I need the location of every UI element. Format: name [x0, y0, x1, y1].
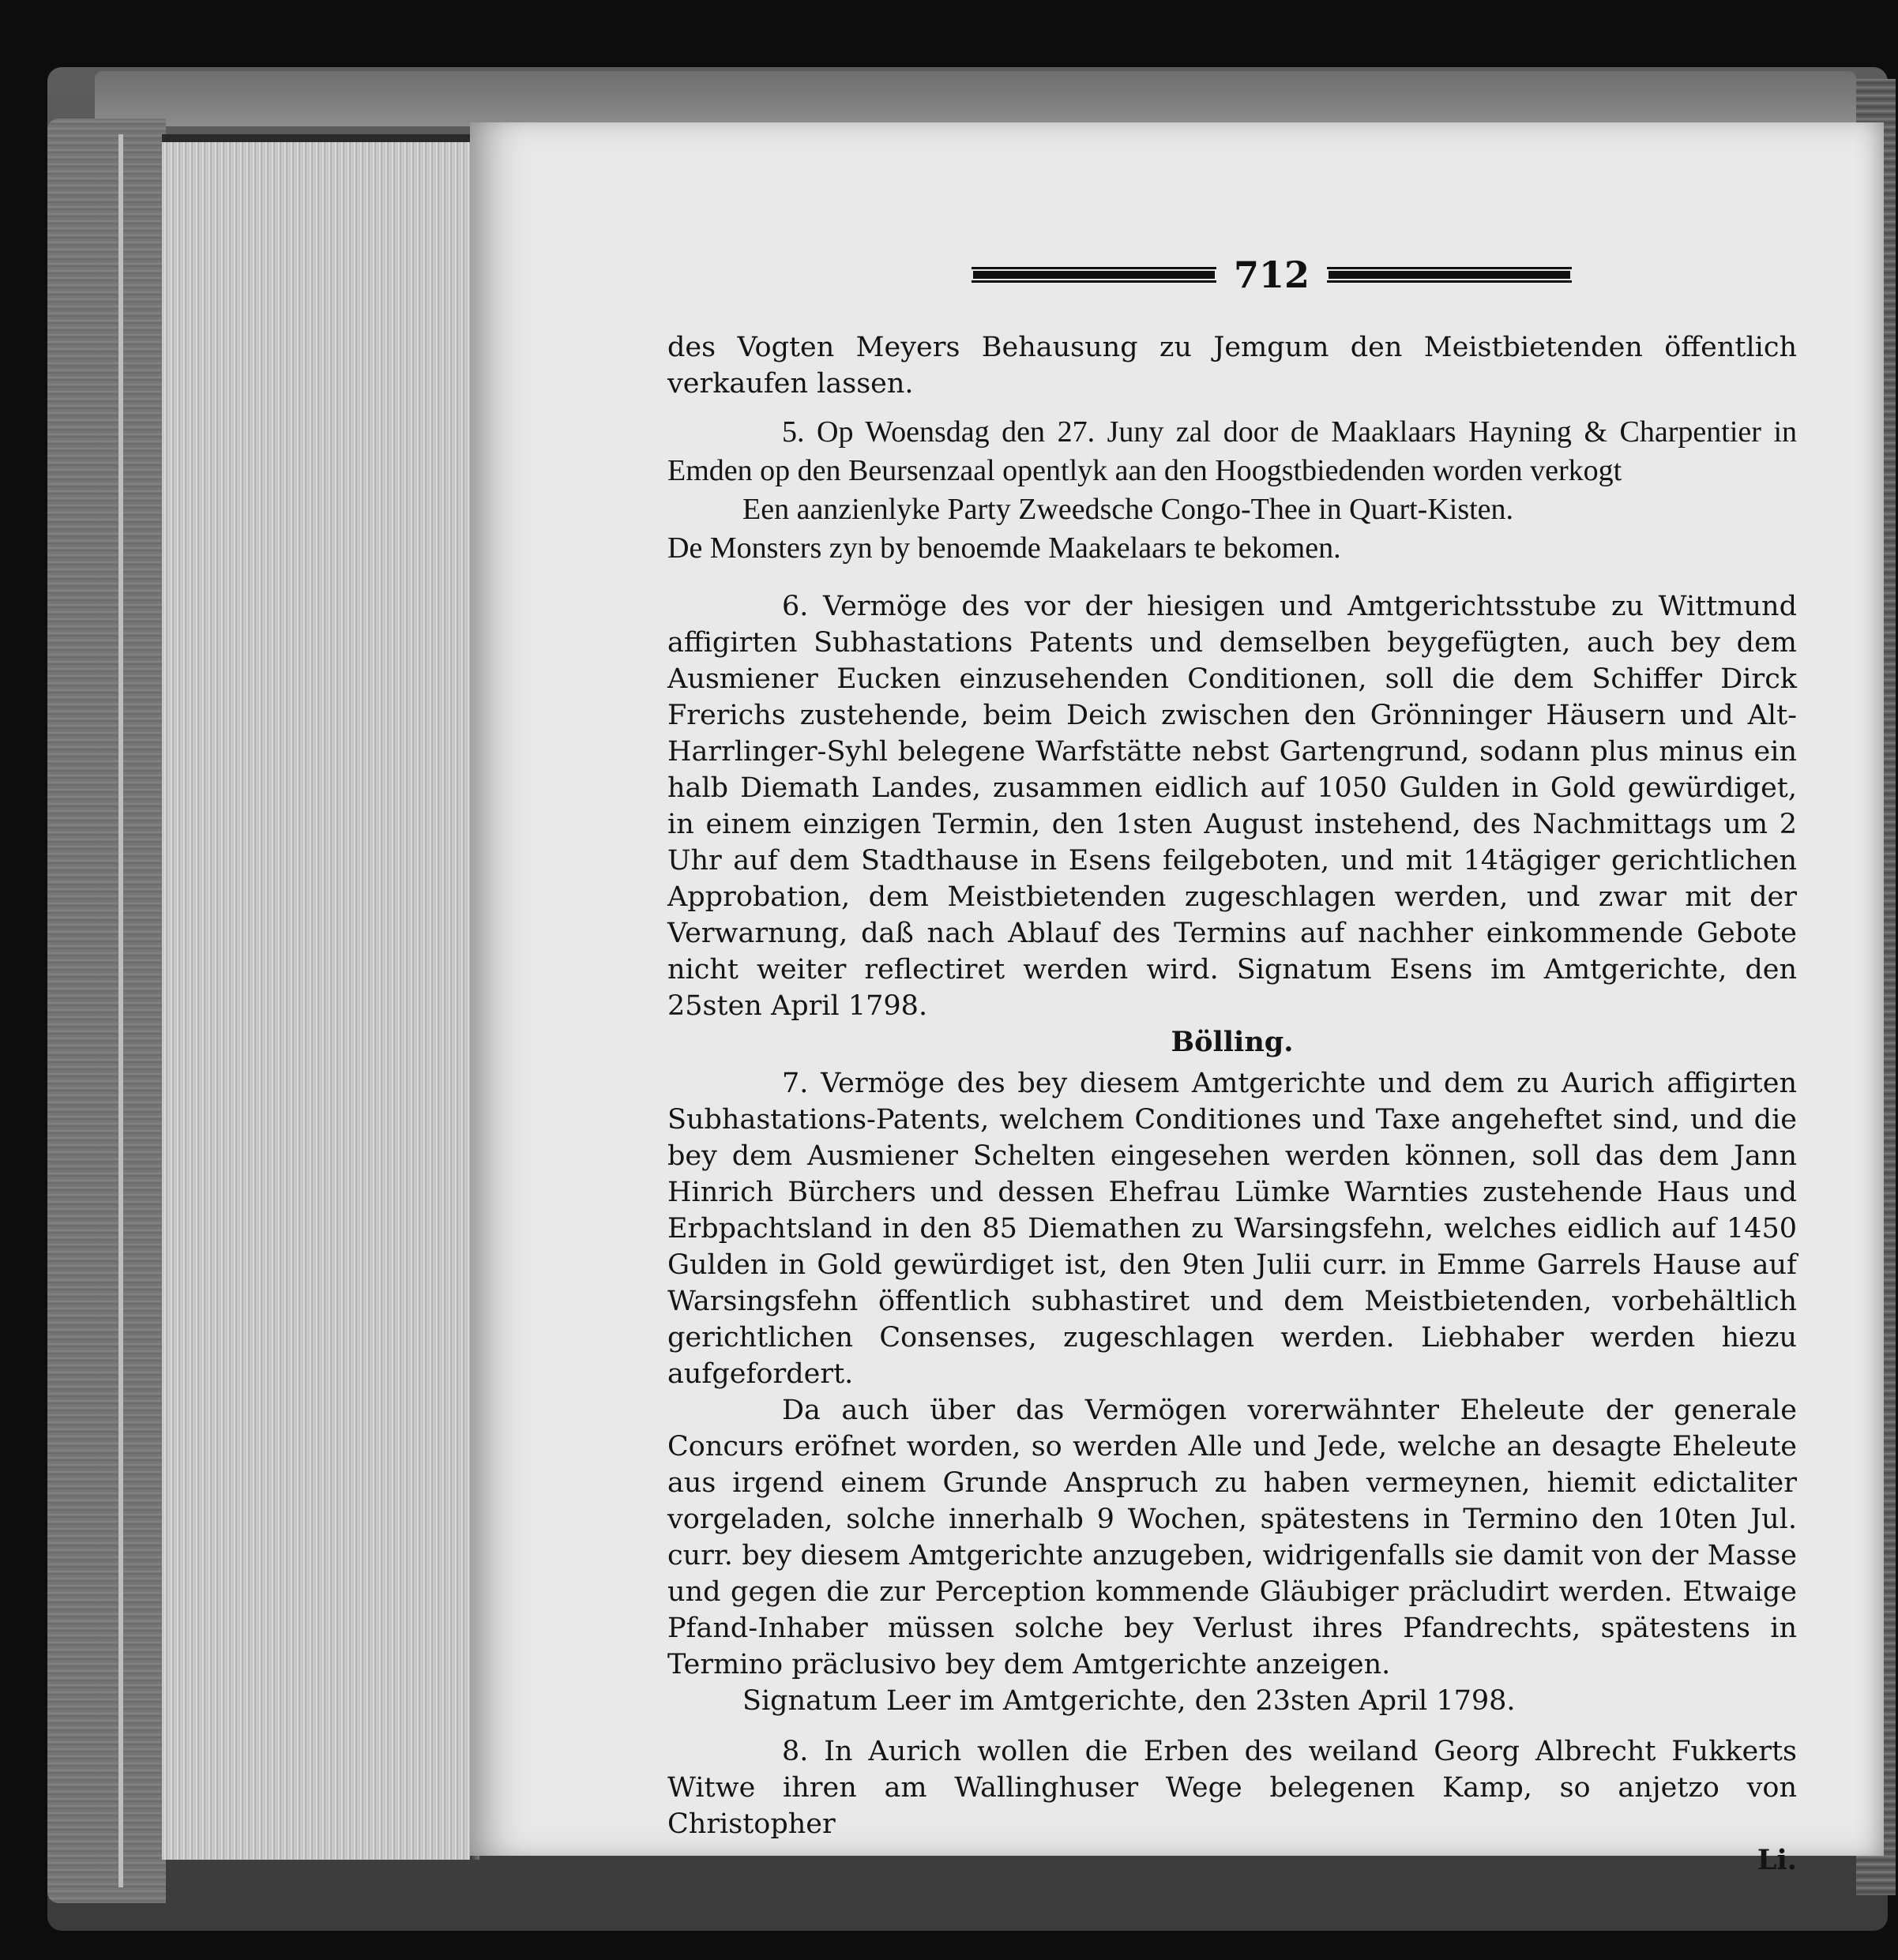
header-rule-right — [1327, 267, 1572, 283]
paragraph-5: 5. Op Woensdag den 27. Juny zal door de Maaklaars Hayning & Charpentier in Emden op den Beursenzaal opentlyk aan den Hoogstbiedenden worden verkogt — [667, 415, 1797, 487]
paragraph-6: 6. Vermöge des vor der hiesigen und Amtgerichtsstube zu Wittmund affigirten Subhastations Patents und demselben beygefügten, auch bey dem Ausmiener Eucken einzusehenden Conditionen, soll die dem Schiffer Dirck Frerichs zustehende, beim Deich zwischen den Grönninger Häusern und Alt-Harrlinger-Syhl belegene Warfstätte nebst Gartengrund, sodann plus minus ein halb Diemath Landes, zusammen eidlich auf 1050 Gulden in Gold gewürdiget, in einem einzigen Termin, den 1sten August instehend, des Nachmittags um 2 Uhr auf dem Stadthause in Esens feilgeboten, und mit 14tägiger gerichtlichen Approbation, dem Meistbietenden zugeschlagen werden, und zwar mit der Verwarnung, daß nach Ablauf des Termins auf nachher einkommende Gebote nicht weiter reflectiret werden wird. Signatum Esens im Amtgerichte, den 25sten April 1798. — [667, 591, 1797, 1022]
book-spine-left — [47, 118, 166, 1903]
page-block-edges — [162, 134, 470, 1860]
paragraph-8: 8. In Aurich wollen die Erben des weiland Georg Albrecht Fukkerts Witwe ihren am Wallinghuser Wege belegenen Kamp, so anjetzo von Christopher — [667, 1736, 1797, 1840]
header-rule-left — [972, 267, 1216, 283]
paragraph-7-signature: Signatum Leer im Amtgerichte, den 23sten April 1798. — [742, 1685, 1516, 1717]
page-header — [968, 255, 1576, 295]
paragraph-7-continued: Da auch über das Vermögen vorerwähnter Eheleute der generale Concurs eröfnet worden, so werden Alle und Jede, welche an desagte Eheleute aus irgend einem Grunde Anspruch zu haben vermeynen, hiemit edictaliter vorgeladen, solche innerhalb 9 Wochen, spätestens in Termino den 10ten Jul. curr. bey diesem Amtgerichte anzugeben, widrigenfalls sie damit von der Masse und gegen die zur Perception kommende Gläubiger präcludirt werden. Etwaige Pfand-Inhaber müssen solche bey Verlust ihres Pfandrechts, spätestens in Termino präclusivo bey dem Amtgerichte anzeigen. — [667, 1395, 1797, 1680]
page-body — [667, 329, 1797, 1879]
paragraph-5-note: De Monsters zyn by benoemde Maakelaars te bekomen. — [667, 531, 1341, 565]
paragraph-continuation: des Vogten Meyers Behausung zu Jemgum den Meistbietenden öffentlich verkaufen lassen. — [667, 332, 1797, 400]
paragraph-7: 7. Vermöge des bey diesem Amtgerichte und dem zu Aurich affigirten Subhastations-Patents, welchem Conditiones und Taxe angeheftet sind, und die bey dem Ausmiener Schelten eingesehen werden können, soll das dem Jann Hinrich Bürchers und dessen Ehefrau Lümke Warnties zustehende Haus und Erbpachtsland in den 85 Diemathen zu Warsingsfehn, welches eidlich auf 1450 Gulden in Gold gewürdiget ist, den 9ten Julii curr. in Emme Garrels Hause auf Warsingsfehn öffentlich subhastiret und dem Meistbietenden, vorbehältlich gerichtlichen Consenses, zugeschlagen werden. Liebhaber werden hiezu aufgefordert. — [667, 1068, 1797, 1390]
page-number: 712 — [1233, 253, 1310, 296]
book-top-edge — [95, 71, 1856, 126]
paragraph-6-signature: Bölling. — [1171, 1026, 1294, 1058]
paragraph-5-item: Een aanzienlyke Party Zweedsche Congo-Thee in Quart-Kisten. — [742, 493, 1514, 526]
catchword: Li. — [1757, 1844, 1797, 1876]
book-page — [470, 122, 1884, 1876]
